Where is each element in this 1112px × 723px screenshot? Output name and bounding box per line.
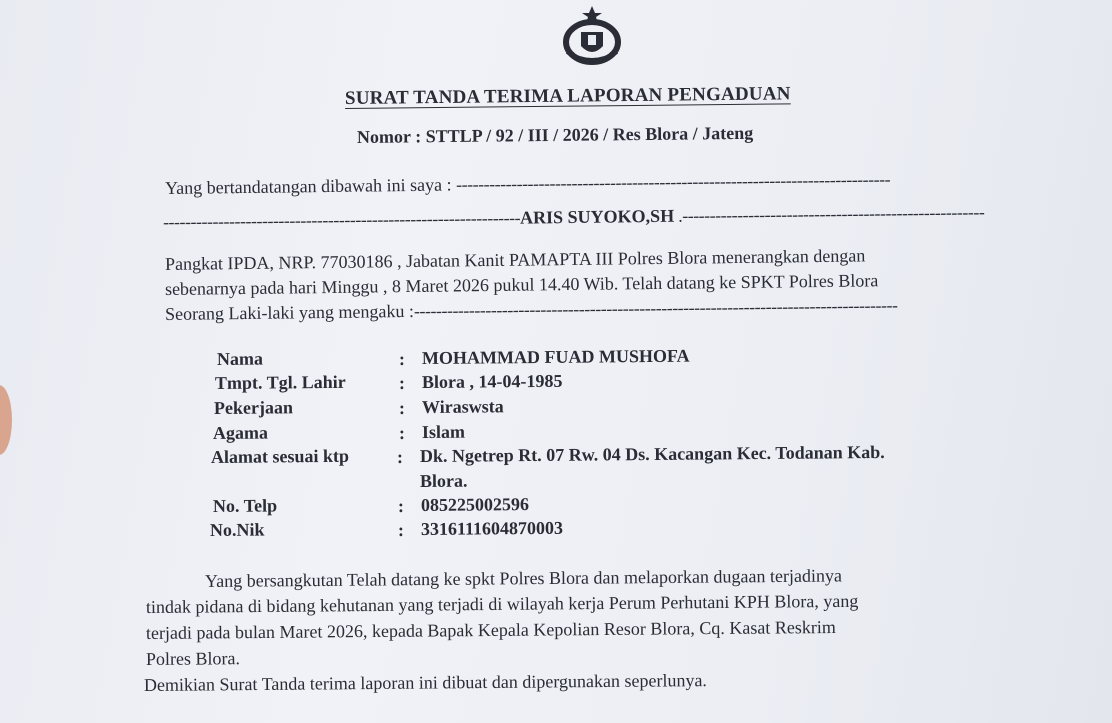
field-label-nik: No.Nik <box>209 519 265 540</box>
field-label-agama: Agama <box>212 422 269 443</box>
intro-line-4: sebenarnya pada hari Minggu , 8 Maret 2026 pukul 14.40 Wib. Telah datang ke SPKT Polres Blora <box>164 270 879 299</box>
dash-fill: ---------------------------------------------------------------------------------------- <box>413 295 898 321</box>
body-line-4: Polres Blora. <box>145 648 241 669</box>
field-value-alamat: Dk. Ngetrep Rt. 07 Rw. 04 Ds. Kacangan Kec. Todanan Kab. <box>419 441 885 466</box>
field-colon: : <box>397 519 405 540</box>
field-label-pekerjaan: Pekerjaan <box>213 397 294 418</box>
intro-text: Seorang Laki-laki yang mengaku : <box>164 300 415 324</box>
intro-line-2 <box>163 202 985 233</box>
field-label-telp: No. Telp <box>212 495 278 516</box>
police-emblem-icon <box>557 4 627 66</box>
intro-line-1 <box>165 169 890 199</box>
field-value-agama: Islam <box>421 421 466 442</box>
intro-text: Yang bertandatangan dibawah ini saya : <box>164 174 452 198</box>
intro-line-5 <box>165 295 898 325</box>
body-line-3: terjadi pada bulan Maret 2026, kepada Bapak Kepala Kepolian Resor Blora, Cq. Kasat Reskrim <box>145 616 836 643</box>
field-label-alamat: Alamat sesuai ktp <box>210 445 350 467</box>
dash-fill: ----------------------------------------------------------------- <box>162 207 521 232</box>
body-line-2: tindak pidana di bidang kehutanan yang terjadi di wilayah kerja Perum Perhutani KPH Blora, yang <box>145 590 859 617</box>
field-value-alamat-2: Blora. <box>419 470 468 491</box>
field-colon: : <box>398 348 406 369</box>
body-line-1: Yang bersangkutan Telah datang ke spkt Polres Blora dan melaporkan dugaan terjadinya <box>204 565 842 591</box>
field-colon: : <box>398 422 406 443</box>
dash-fill: ------------------------------------------------------------------------------- <box>455 169 891 195</box>
field-value-nama: MOHAMMAD FUAD MUSHOFA <box>421 345 690 368</box>
field-value-pekerjaan: Wiraswsta <box>421 396 504 417</box>
finger-edge <box>0 385 12 455</box>
field-value-telp: 085225002596 <box>420 494 530 515</box>
intro-line-3: Pangkat IPDA, NRP. 77030186 , Jabatan Kanit PAMAPTA III Polres Blora menerangkan dengan <box>164 245 866 274</box>
field-colon: : <box>397 495 405 516</box>
document-number: Nomor : STTLP / 92 / III / 2026 / Res Blora / Jateng <box>356 122 754 147</box>
field-value-nik: 3316111604870003 <box>420 517 564 539</box>
document-title: SURAT TANDA TERIMA LAPORAN PENGADUAN <box>344 83 791 109</box>
body-line-5: Demikian Surat Tanda terima laporan ini dibuat dan dipergunakan seperlunya. <box>143 670 707 695</box>
field-colon: : <box>398 372 406 393</box>
field-label-ttl: Tmpt. Tgl. Lahir <box>214 371 346 393</box>
officer-name: ARIS SUYOKO,SH <box>519 205 675 228</box>
dash-fill: .------------------------------------------------------- <box>674 201 985 226</box>
field-label-nama: Nama <box>216 348 264 369</box>
field-colon: : <box>396 446 404 467</box>
field-colon: : <box>398 397 406 418</box>
field-value-ttl: Blora , 14-04-1985 <box>421 370 563 392</box>
